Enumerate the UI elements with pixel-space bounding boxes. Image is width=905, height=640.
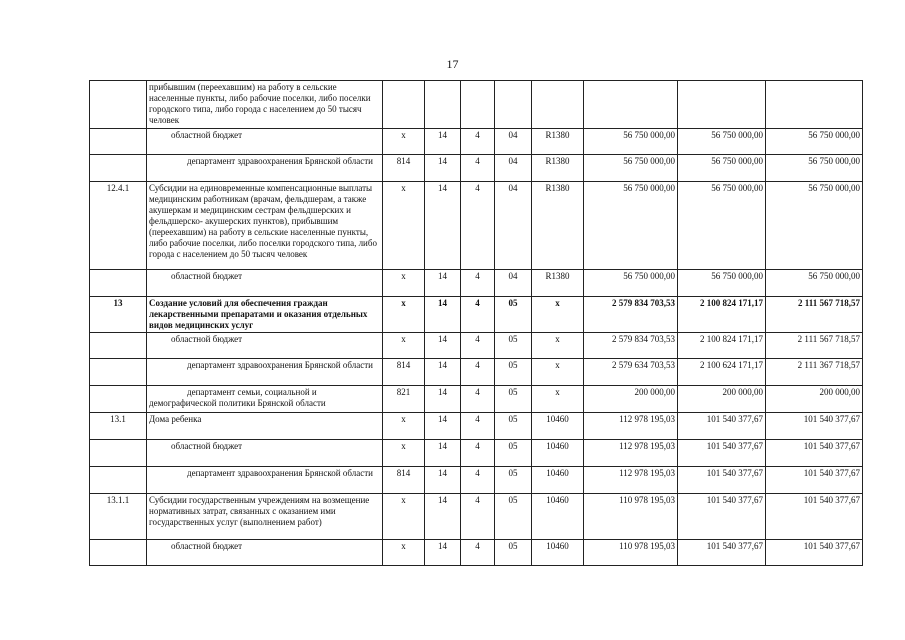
- table-row: [90, 155, 863, 182]
- cell-subsection: 4: [461, 494, 495, 540]
- table-row: [90, 81, 863, 129]
- cell-amount-year-3: [766, 81, 863, 129]
- cell-subprogram: 04: [495, 270, 532, 297]
- cell-amount-year-3: 101 540 377,67: [766, 467, 863, 494]
- cell-amount-year-2: 101 540 377,67: [678, 467, 766, 494]
- cell-section: 14: [425, 129, 461, 155]
- cell-amount-year-3: 101 540 377,67: [766, 540, 863, 566]
- cell-grbs: х: [383, 129, 425, 155]
- table-row: [90, 386, 863, 413]
- cell-name: департамент здравоохранения Брянской области: [147, 467, 383, 494]
- cell-grbs: 814: [383, 155, 425, 182]
- cell-amount-year-2: 101 540 377,67: [678, 494, 766, 540]
- cell-amount-year-1: 110 978 195,03: [584, 540, 678, 566]
- cell-name: департамент семьи, социальной и демографической политики Брянской области: [147, 386, 383, 413]
- cell-amount-year-2: 200 000,00: [678, 386, 766, 413]
- cell-amount-year-3: 101 540 377,67: [766, 440, 863, 467]
- cell-subsection: 4: [461, 129, 495, 155]
- cell-amount-year-1: 56 750 000,00: [584, 182, 678, 270]
- cell-subsection: 4: [461, 540, 495, 566]
- cell-number: [90, 359, 147, 386]
- budget-table: [89, 80, 863, 566]
- cell-name: областной бюджет: [147, 270, 383, 297]
- cell-amount-year-1: 56 750 000,00: [584, 129, 678, 155]
- cell-subprogram: 05: [495, 297, 532, 333]
- cell-amount-year-2: 101 540 377,67: [678, 540, 766, 566]
- cell-grbs: х: [383, 182, 425, 270]
- cell-name: областной бюджет: [147, 440, 383, 467]
- cell-grbs: х: [383, 413, 425, 440]
- cell-name: Дома ребенка: [147, 413, 383, 440]
- table-row: [90, 440, 863, 467]
- cell-grbs: х: [383, 333, 425, 359]
- table-row: [90, 359, 863, 386]
- cell-section: [425, 81, 461, 129]
- cell-grbs: 814: [383, 467, 425, 494]
- cell-number: [90, 467, 147, 494]
- cell-subprogram: 05: [495, 386, 532, 413]
- cell-subprogram: 04: [495, 129, 532, 155]
- cell-grbs: 814: [383, 359, 425, 386]
- cell-subsection: 4: [461, 359, 495, 386]
- cell-section: 14: [425, 440, 461, 467]
- cell-name: Создание условий для обеспечения граждан лекарственными препаратами и оказания отдельных видов медицинских услуг: [147, 297, 383, 333]
- cell-grbs: [383, 81, 425, 129]
- cell-name: прибывшим (переехавшим) на работу в сельские населенные пункты, либо рабочие поселки, либо поселки городского типа, либо города с населением до 50 тысяч человек: [147, 81, 383, 129]
- cell-subsection: 4: [461, 440, 495, 467]
- cell-grbs: х: [383, 494, 425, 540]
- cell-section: 14: [425, 413, 461, 440]
- cell-number: 13: [90, 297, 147, 333]
- cell-section: 14: [425, 494, 461, 540]
- cell-subsection: [461, 81, 495, 129]
- table-row: [90, 129, 863, 155]
- table-row: [90, 182, 863, 270]
- cell-amount-year-1: 200 000,00: [584, 386, 678, 413]
- cell-amount-year-2: 101 540 377,67: [678, 413, 766, 440]
- cell-subsection: 4: [461, 386, 495, 413]
- cell-number: [90, 129, 147, 155]
- cell-amount-year-2: [678, 81, 766, 129]
- cell-number: [90, 440, 147, 467]
- cell-section: 14: [425, 270, 461, 297]
- cell-section: 14: [425, 467, 461, 494]
- cell-amount-year-1: 2 579 834 703,53: [584, 297, 678, 333]
- cell-amount-year-2: 2 100 824 171,17: [678, 297, 766, 333]
- table-row: [90, 413, 863, 440]
- cell-target-article: R1380: [532, 270, 584, 297]
- cell-subprogram: 04: [495, 155, 532, 182]
- table-row: [90, 333, 863, 359]
- cell-subprogram: [495, 81, 532, 129]
- cell-amount-year-3: 101 540 377,67: [766, 494, 863, 540]
- cell-section: 14: [425, 155, 461, 182]
- cell-amount-year-1: 56 750 000,00: [584, 155, 678, 182]
- cell-target-article: 10460: [532, 540, 584, 566]
- cell-name: департамент здравоохранения Брянской области: [147, 155, 383, 182]
- cell-subsection: 4: [461, 270, 495, 297]
- table-row: [90, 270, 863, 297]
- cell-name: департамент здравоохранения Брянской области: [147, 359, 383, 386]
- cell-subprogram: 05: [495, 333, 532, 359]
- cell-amount-year-2: 56 750 000,00: [678, 270, 766, 297]
- page-number: 17: [446, 57, 459, 71]
- cell-section: 14: [425, 333, 461, 359]
- cell-amount-year-1: 112 978 195,03: [584, 467, 678, 494]
- cell-section: 14: [425, 182, 461, 270]
- table-row: [90, 494, 863, 540]
- cell-amount-year-1: 110 978 195,03: [584, 494, 678, 540]
- cell-grbs: 821: [383, 386, 425, 413]
- cell-amount-year-3: 101 540 377,67: [766, 413, 863, 440]
- cell-target-article: х: [532, 333, 584, 359]
- cell-amount-year-2: 56 750 000,00: [678, 155, 766, 182]
- cell-grbs: х: [383, 270, 425, 297]
- cell-target-article: R1380: [532, 182, 584, 270]
- cell-name: Субсидии на единовременные компенсационные выплаты медицинским работникам (врачам, фельдшерам, а также акушеркам и медицинским сестрам фельдшерских и фельдшерско- акушерских пунктов), прибывшим (переехавшим) на работу в сельские населенные пункты, либо рабочие поселки, либо поселки городского типа, либо города с населением до 50 тысяч человек: [147, 182, 383, 270]
- cell-subsection: 4: [461, 297, 495, 333]
- cell-number: 13.1.1: [90, 494, 147, 540]
- cell-section: 14: [425, 386, 461, 413]
- cell-grbs: х: [383, 297, 425, 333]
- cell-target-article: R1380: [532, 129, 584, 155]
- cell-amount-year-2: 101 540 377,67: [678, 440, 766, 467]
- cell-section: 14: [425, 540, 461, 566]
- cell-number: [90, 333, 147, 359]
- cell-subsection: 4: [461, 182, 495, 270]
- cell-amount-year-1: 56 750 000,00: [584, 270, 678, 297]
- cell-target-article: [532, 81, 584, 129]
- cell-target-article: х: [532, 297, 584, 333]
- cell-number: [90, 386, 147, 413]
- cell-target-article: R1380: [532, 155, 584, 182]
- table-row: [90, 540, 863, 566]
- table-row: [90, 297, 863, 333]
- cell-subprogram: 05: [495, 467, 532, 494]
- cell-amount-year-3: 200 000,00: [766, 386, 863, 413]
- cell-name: областной бюджет: [147, 540, 383, 566]
- cell-section: 14: [425, 297, 461, 333]
- cell-target-article: х: [532, 386, 584, 413]
- cell-grbs: х: [383, 540, 425, 566]
- table-body: [90, 81, 863, 566]
- cell-subsection: 4: [461, 413, 495, 440]
- cell-name: областной бюджет: [147, 333, 383, 359]
- cell-subsection: 4: [461, 467, 495, 494]
- cell-amount-year-1: 2 579 834 703,53: [584, 333, 678, 359]
- cell-amount-year-3: 56 750 000,00: [766, 155, 863, 182]
- cell-target-article: х: [532, 359, 584, 386]
- cell-number: 13.1: [90, 413, 147, 440]
- table-row: [90, 467, 863, 494]
- cell-amount-year-3: 2 111 567 718,57: [766, 333, 863, 359]
- cell-section: 14: [425, 359, 461, 386]
- cell-target-article: 10460: [532, 467, 584, 494]
- cell-number: [90, 81, 147, 129]
- cell-amount-year-2: 56 750 000,00: [678, 182, 766, 270]
- cell-subprogram: 04: [495, 182, 532, 270]
- cell-amount-year-3: 2 111 567 718,57: [766, 297, 863, 333]
- cell-number: 12.4.1: [90, 182, 147, 270]
- cell-subprogram: 05: [495, 440, 532, 467]
- cell-amount-year-2: 56 750 000,00: [678, 129, 766, 155]
- cell-subprogram: 05: [495, 494, 532, 540]
- cell-number: [90, 155, 147, 182]
- cell-number: [90, 540, 147, 566]
- cell-subprogram: 05: [495, 540, 532, 566]
- cell-amount-year-3: 56 750 000,00: [766, 270, 863, 297]
- cell-subsection: 4: [461, 333, 495, 359]
- cell-amount-year-2: 2 100 824 171,17: [678, 333, 766, 359]
- cell-amount-year-1: 112 978 195,03: [584, 440, 678, 467]
- cell-number: [90, 270, 147, 297]
- cell-target-article: 10460: [532, 413, 584, 440]
- cell-amount-year-3: 2 111 367 718,57: [766, 359, 863, 386]
- cell-amount-year-2: 2 100 624 171,17: [678, 359, 766, 386]
- cell-amount-year-3: 56 750 000,00: [766, 129, 863, 155]
- cell-target-article: 10460: [532, 494, 584, 540]
- cell-grbs: х: [383, 440, 425, 467]
- cell-name: областной бюджет: [147, 129, 383, 155]
- cell-target-article: 10460: [532, 440, 584, 467]
- cell-amount-year-1: 112 978 195,03: [584, 413, 678, 440]
- cell-amount-year-1: 2 579 634 703,53: [584, 359, 678, 386]
- cell-subprogram: 05: [495, 359, 532, 386]
- cell-name: Субсидии государственным учреждениям на возмещение нормативных затрат, связанных с оказанием ими государственных услуг (выполнением работ): [147, 494, 383, 540]
- cell-amount-year-1: [584, 81, 678, 129]
- cell-subprogram: 05: [495, 413, 532, 440]
- cell-amount-year-3: 56 750 000,00: [766, 182, 863, 270]
- cell-subsection: 4: [461, 155, 495, 182]
